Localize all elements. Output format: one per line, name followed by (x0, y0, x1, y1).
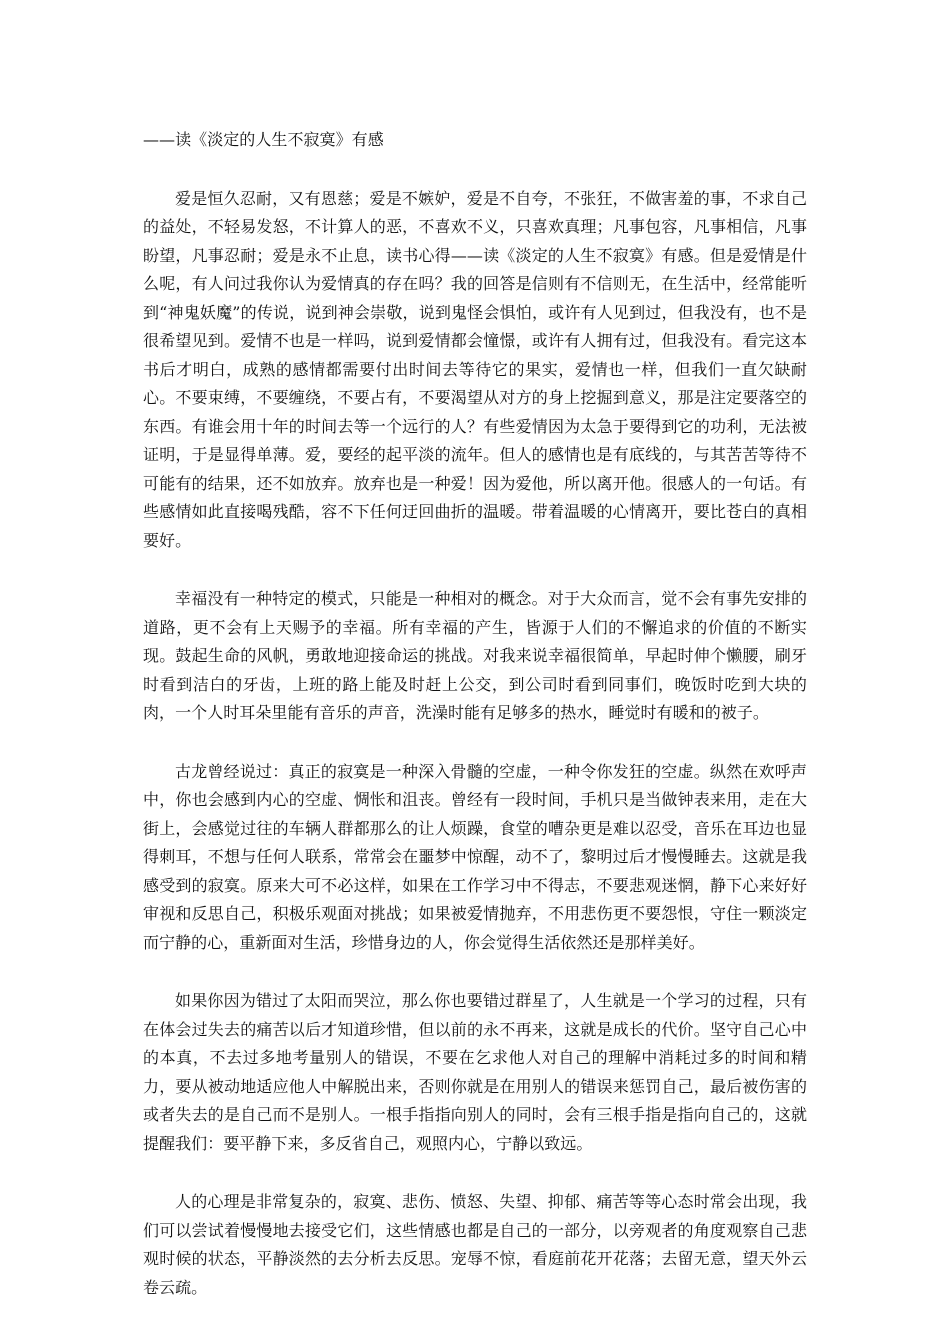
document-subtitle: ——读《淡定的人生不寂寞》有感 (143, 130, 384, 149)
paragraph-psychology: 人的心理是非常复杂的，寂寞、悲伤、愤怒、失望、抑郁、痛苦等等心态时常会出现，我们可以尝试着慢慢地去接受它们，这些情感也都是自己的一部分，以旁观者的角度观察自己悲观时候的状态，平静淡然的去分析去反思。宠辱不惊，看庭前花开花落；去留无意，望天外云卷云疏。 (143, 1192, 807, 1297)
paragraph-love: 爱是恒久忍耐，又有恩慈；爱是不嫉妒，爱是不自夸，不张狂，不做害羞的事，不求自己的益处，不轻易发怒，不计算人的恶，不喜欢不义，只喜欢真理；凡事包容，凡事相信，凡事盼望，凡事忍耐；爱是永不止息，读书心得——读《淡定的人生不寂寞》有感。但是爱情是什么呢，有人问过我你认为爱情真的存在吗？我的回答是信则有不信则无，在生活中，经常能听到“神鬼妖魔”的传说，说到神会崇敬，说到鬼怪会惧怕，或许有人见到过，但我没有，也不是很希望见到。爱情不也是一样吗，说到爱情都会憧憬，或许有人拥有过，但我没有。看完这本书后才明白，成熟的感情都需要付出时间去等待它的果实，爱情也一样，但我们一直欠缺耐心。不要束缚，不要缠绕，不要占有，不要渴望从对方的身上挖掘到意义，那是注定要落空的东西。有谁会用十年的时间去等一个远行的人？有些爱情因为太急于要得到它的功利，无法被证明，于是显得单薄。爱，要经的起平淡的流年。但人的感情也是有底线的，与其苦苦等待不可能有的结果，还不如放弃。放弃也是一种爱！因为爱他，所以离开他。很感人的一句话。有些感情如此直接喝残酷，容不下任何迂回曲折的温暖。带着温暖的心情离开，要比苍白的真相要好。 (143, 188, 807, 550)
paragraph-loneliness: 古龙曾经说过：真正的寂寞是一种深入骨髓的空虚，一种令你发狂的空虚。纵然在欢呼声中，你也会感到内心的空虚、惆怅和沮丧。曾经有一段时间，手机只是当做钟表来用，走在大街上，会感觉过往的车辆人群都那么的让人烦躁，食堂的嘈杂更是难以忍受，音乐在耳边也显得刺耳，不想与任何人联系，常常会在噩梦中惊醒，动不了，黎明过后才慢慢睡去。这就是我感受到的寂寞。原来大可不必这样，如果在工作学习中不得志，不要悲观迷惘，静下心来好好审视和反思自己，积极乐观面对挑战；如果被爱情抛弃，不用悲伤更不要怨恨，守住一颗淡定而宁静的心，重新面对生活，珍惜身边的人，你会觉得生活依然还是那样美好。 (143, 761, 807, 952)
paragraph-happiness: 幸福没有一种特定的模式，只能是一种相对的概念。对于大众而言，觉不会有事先安排的道路，更不会有上天赐予的幸福。所有幸福的产生，皆源于人们的不懈追求的价值的不断实现。鼓起生命的风帆，勇敢地迎接命运的挑战。对我来说幸福很简单，早起时伸个懒腰，刷牙时看到洁白的牙齿，上班的路上能及时赶上公交，到公司时看到同事们，晚饭时吃到大块的肉，一个人时耳朵里能有音乐的声音，洗澡时能有足够多的热水，睡觉时有暖和的被子。 (143, 589, 807, 722)
paragraph-growth: 如果你因为错过了太阳而哭泣，那么你也要错过群星了，人生就是一个学习的过程，只有在体会过失去的痛苦以后才知道珍惜，但以前的永不再来，这就是成长的代价。坚守自己心中的本真，不去过多地考量别人的错误，不要在乞求他人对自己的理解中消耗过多的时间和精力，要从被动地适应他人中解脱出来，否则你就是在用别人的错误来惩罚自己，最后被伤害的或者失去的是自己而不是别人。一根手指指向别人的同时，会有三根手指是指向自己的，这就提醒我们：要平静下来，多反省自己，观照内心，宁静以致远。 (143, 991, 807, 1153)
document-page (143, 126, 807, 1332)
